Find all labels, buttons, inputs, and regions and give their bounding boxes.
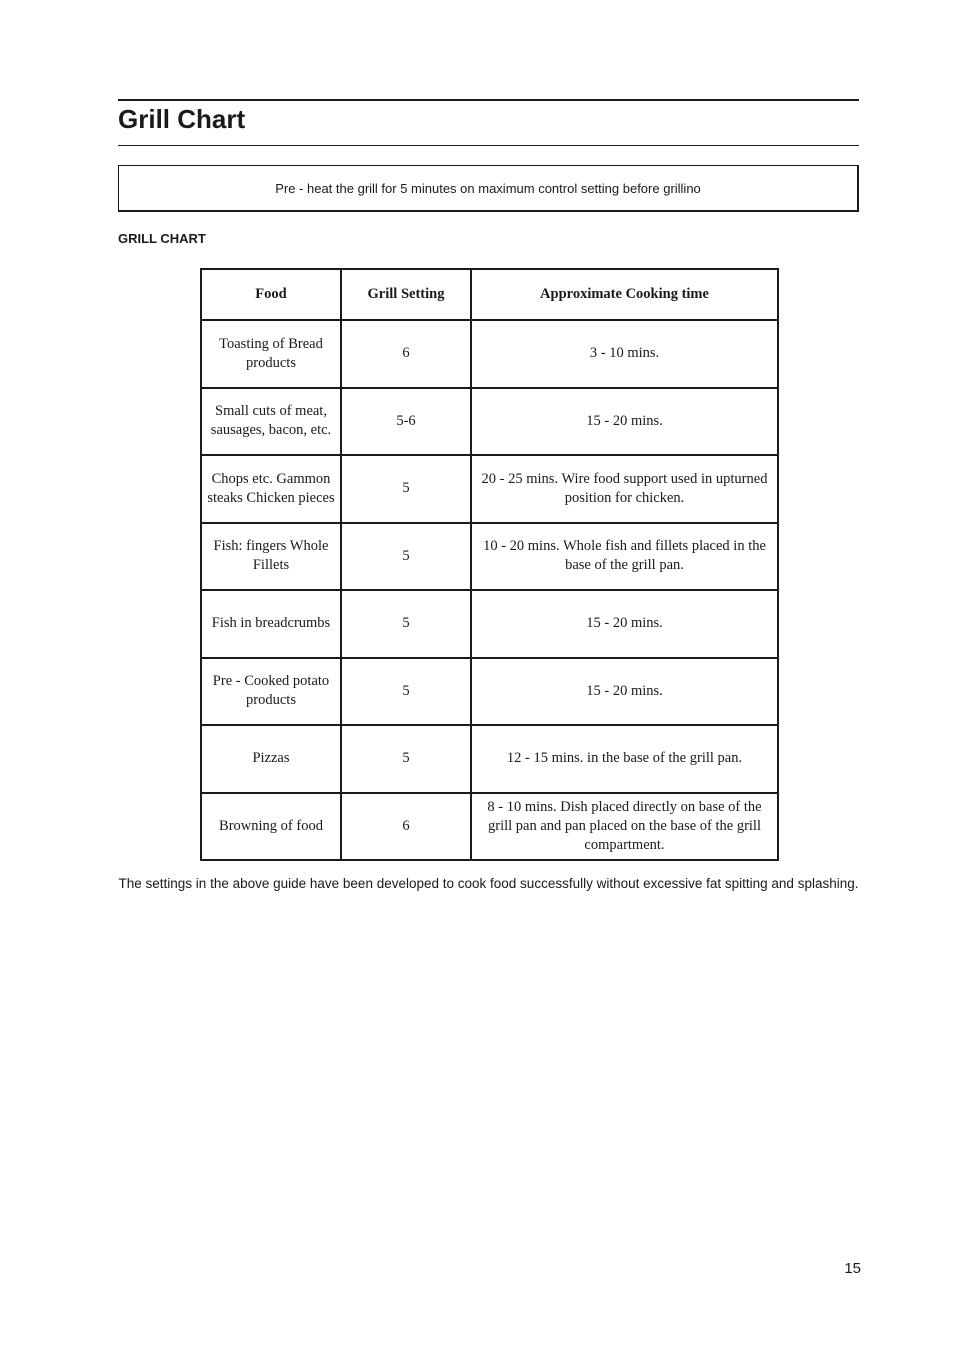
setting-cell: 6 [341,793,471,861]
page-number: 15 [844,1260,861,1277]
time-cell: 15 - 20 mins. [471,590,778,658]
table-row [201,590,778,658]
time-cell: 8 - 10 mins. Dish placed directly on base of the grill pan and pan placed on the base of the grill compartment. [471,793,778,861]
section-label: GRILL CHART [118,231,206,246]
setting-cell: 5 [341,455,471,523]
setting-cell: 5 [341,523,471,591]
preheat-notice-box [118,165,859,212]
setting-cell: 5-6 [341,388,471,456]
table-row [201,658,778,726]
table-row [201,388,778,456]
food-cell: Pre - Cooked potato products [201,658,341,726]
time-cell: 12 - 15 mins. in the base of the grill pan. [471,725,778,793]
setting-cell: 5 [341,725,471,793]
table-row [201,455,778,523]
column-header-cooking-time: Approximate Cooking time [471,269,778,320]
grill-chart-table [200,268,779,861]
time-cell: 20 - 25 mins. Wire food support used in upturned position for chicken. [471,455,778,523]
preheat-notice-text: Pre - heat the grill for 5 minutes on maximum control setting before grillino [275,180,701,196]
time-cell: 10 - 20 mins. Whole fish and fillets placed in the base of the grill pan. [471,523,778,591]
time-cell: 15 - 20 mins. [471,388,778,456]
title-underline [118,145,859,146]
setting-cell: 5 [341,658,471,726]
food-cell: Fish: fingers Whole Fillets [201,523,341,591]
food-cell: Toasting of Bread products [201,320,341,388]
food-cell: Fish in breadcrumbs [201,590,341,658]
food-cell: Chops etc. Gammon steaks Chicken pieces [201,455,341,523]
page-title: Grill Chart [118,104,246,134]
setting-cell: 6 [341,320,471,388]
column-header-food: Food [201,269,341,320]
food-cell: Small cuts of meat, sausages, bacon, etc. [201,388,341,456]
table-row [201,725,778,793]
table-row [201,793,778,861]
table-header-row [201,269,778,320]
footnote: The settings in the above guide have been developed to cook food successfully without excessive fat spitting and splashing. [118,876,859,891]
table-row [201,320,778,388]
table-row [201,523,778,591]
food-cell: Pizzas [201,725,341,793]
time-cell: 15 - 20 mins. [471,658,778,726]
setting-cell: 5 [341,590,471,658]
food-cell: Browning of food [201,793,341,861]
top-rule [118,99,859,101]
column-header-grill-setting: Grill Setting [341,269,471,320]
time-cell: 3 - 10 mins. [471,320,778,388]
